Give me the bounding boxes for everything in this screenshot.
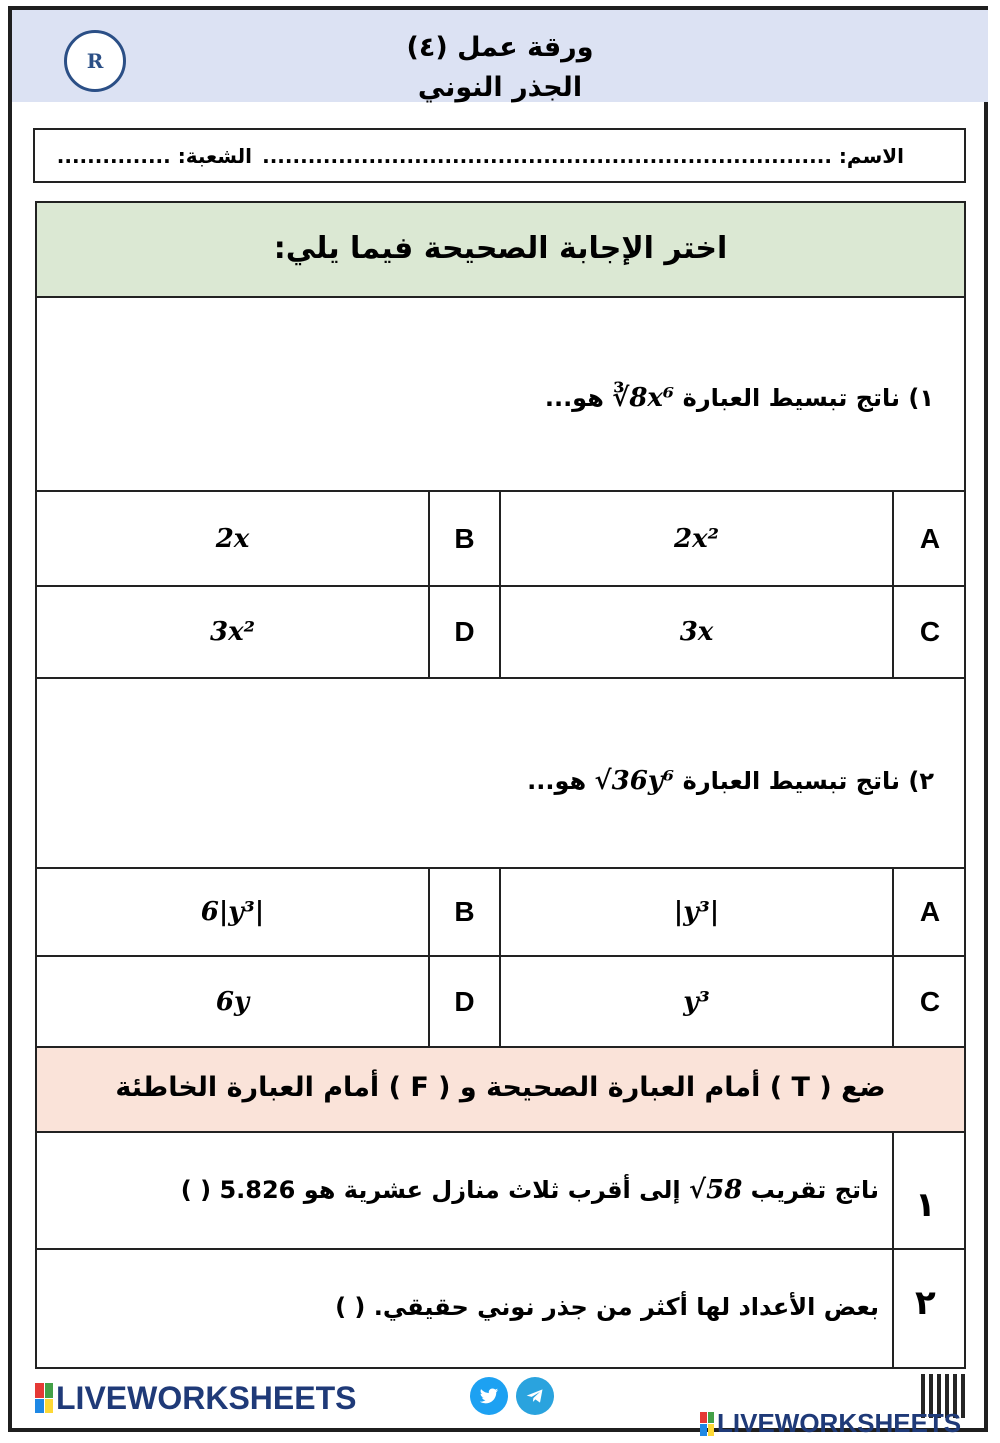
statement-1-expression: √58 bbox=[689, 1175, 743, 1205]
telegram-icon[interactable] bbox=[516, 1377, 554, 1415]
q1-option-b[interactable]: 2x bbox=[215, 523, 250, 554]
q2-option-d[interactable]: 6y bbox=[215, 986, 250, 1017]
option-letter-b: B bbox=[454, 896, 475, 927]
twitter-icon[interactable] bbox=[470, 1377, 508, 1415]
true-false-header bbox=[37, 1046, 964, 1133]
q2-option-a[interactable]: |y³| bbox=[673, 897, 720, 927]
question-1-suffix: هو... bbox=[544, 384, 604, 412]
q1-option-c[interactable]: 3x bbox=[679, 617, 714, 647]
question-1 bbox=[545, 383, 934, 413]
question-1-expression: ∛8x⁶ bbox=[612, 383, 675, 413]
liveworksheets-logo[interactable]: LIVEWORKSHEETS bbox=[35, 1380, 356, 1416]
divider bbox=[892, 1133, 894, 1369]
true-false-instruction: ضع ( T ) أمام العبارة الصحيحة و ( F ) أمام العبارة الخاطئة bbox=[115, 1072, 886, 1103]
statement-2[interactable]: بعض الأعداد لها أكثر من جذر نوني حقيقي. ( ) bbox=[335, 1293, 879, 1321]
divider bbox=[37, 1248, 964, 1250]
question-2-expression: √36y⁶ bbox=[594, 766, 675, 796]
statement-1[interactable]: ناتج تقريب √58 إلى أقرب ثلاث منازل عشرية هو 5.826 ( ) bbox=[180, 1175, 879, 1205]
divider bbox=[37, 677, 964, 679]
multiple-choice-instruction: اختر الإجابة الصحيحة فيما يلي: bbox=[273, 231, 728, 266]
option-letter-a: A bbox=[919, 896, 941, 927]
liveworksheets-watermark: LIVEWORKSHEETS bbox=[700, 1408, 961, 1439]
multiple-choice-header bbox=[37, 203, 964, 298]
worksheet-subtitle: الجذر النوني bbox=[417, 72, 583, 103]
question-2 bbox=[527, 766, 934, 796]
student-info-box bbox=[33, 128, 966, 183]
liveworksheets-icon bbox=[35, 1383, 53, 1413]
name-field[interactable]: الاسم: ........................................................................... bbox=[262, 144, 904, 168]
statement-2-number: ٢ bbox=[915, 1283, 936, 1323]
q1-option-a[interactable]: 2x² bbox=[674, 523, 719, 554]
question-2-suffix: هو... bbox=[527, 767, 587, 795]
worksheet-title: ورقة عمل (٤) bbox=[406, 32, 594, 63]
section-field[interactable]: الشعبة: ............... bbox=[56, 144, 252, 168]
option-letter-c: C bbox=[919, 985, 941, 1017]
option-letter-c: C bbox=[919, 616, 941, 647]
question-2-text: ٢) ناتج تبسيط العبارة bbox=[682, 767, 934, 795]
statement-1-number: ١ bbox=[915, 1185, 936, 1225]
question-1-text: ١) ناتج تبسيط العبارة bbox=[682, 384, 934, 412]
liveworksheets-icon bbox=[700, 1412, 714, 1436]
option-letter-b: B bbox=[454, 522, 475, 554]
header bbox=[12, 10, 988, 102]
school-logo: R bbox=[64, 30, 126, 92]
option-letter-d: D bbox=[454, 616, 475, 647]
q2-option-b[interactable]: 6|y³| bbox=[200, 897, 265, 927]
option-letter-a: A bbox=[919, 522, 941, 554]
q2-option-c[interactable]: y³ bbox=[683, 986, 710, 1017]
q1-option-d[interactable]: 3x² bbox=[210, 617, 255, 647]
worksheet-body bbox=[35, 201, 966, 1369]
option-letter-d: D bbox=[454, 985, 475, 1017]
